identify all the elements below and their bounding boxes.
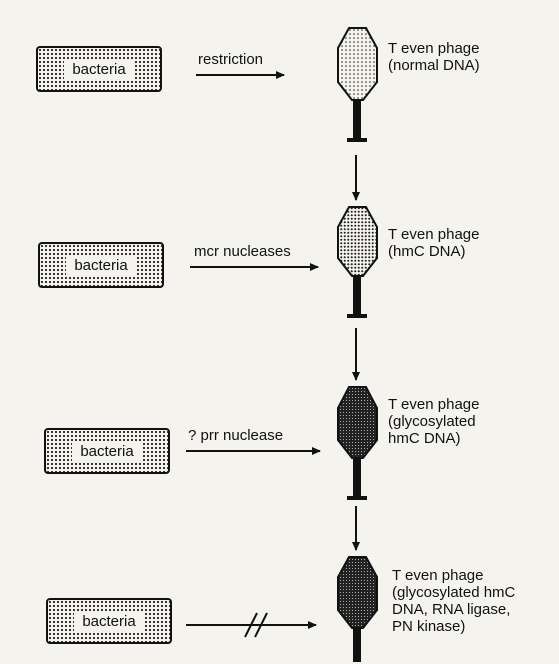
phage-label-2: T even phage (hmC DNA) xyxy=(388,226,480,260)
bacteria-box-1 xyxy=(36,46,162,92)
bacteria-label: bacteria xyxy=(66,256,135,275)
phage-icon-2 xyxy=(338,207,377,318)
phage-icon-3 xyxy=(338,387,377,500)
arrow-label-prr: ? prr nuclease xyxy=(188,427,284,444)
bacteria-label: bacteria xyxy=(74,612,143,631)
arrow-label-mcr: mcr nucleases xyxy=(194,243,291,260)
phage-label-4: T even phage (glycosylated hmC DNA, RNA ligase, PN kinase) xyxy=(392,567,516,635)
bacteria-box-3 xyxy=(44,428,170,474)
phage-icon-4 xyxy=(338,557,377,662)
bacteria-box-4 xyxy=(46,598,172,644)
bacteria-label: bacteria xyxy=(64,60,133,79)
arrow-label-restriction: restriction xyxy=(198,51,264,68)
bacteria-label: bacteria xyxy=(72,442,141,461)
phage-icon-1 xyxy=(338,28,377,142)
phage-label-1: T even phage (normal DNA) xyxy=(388,40,480,74)
phage-label-3: T even phage (glycosylated hmC DNA) xyxy=(388,396,480,447)
bacteria-box-2 xyxy=(38,242,164,288)
